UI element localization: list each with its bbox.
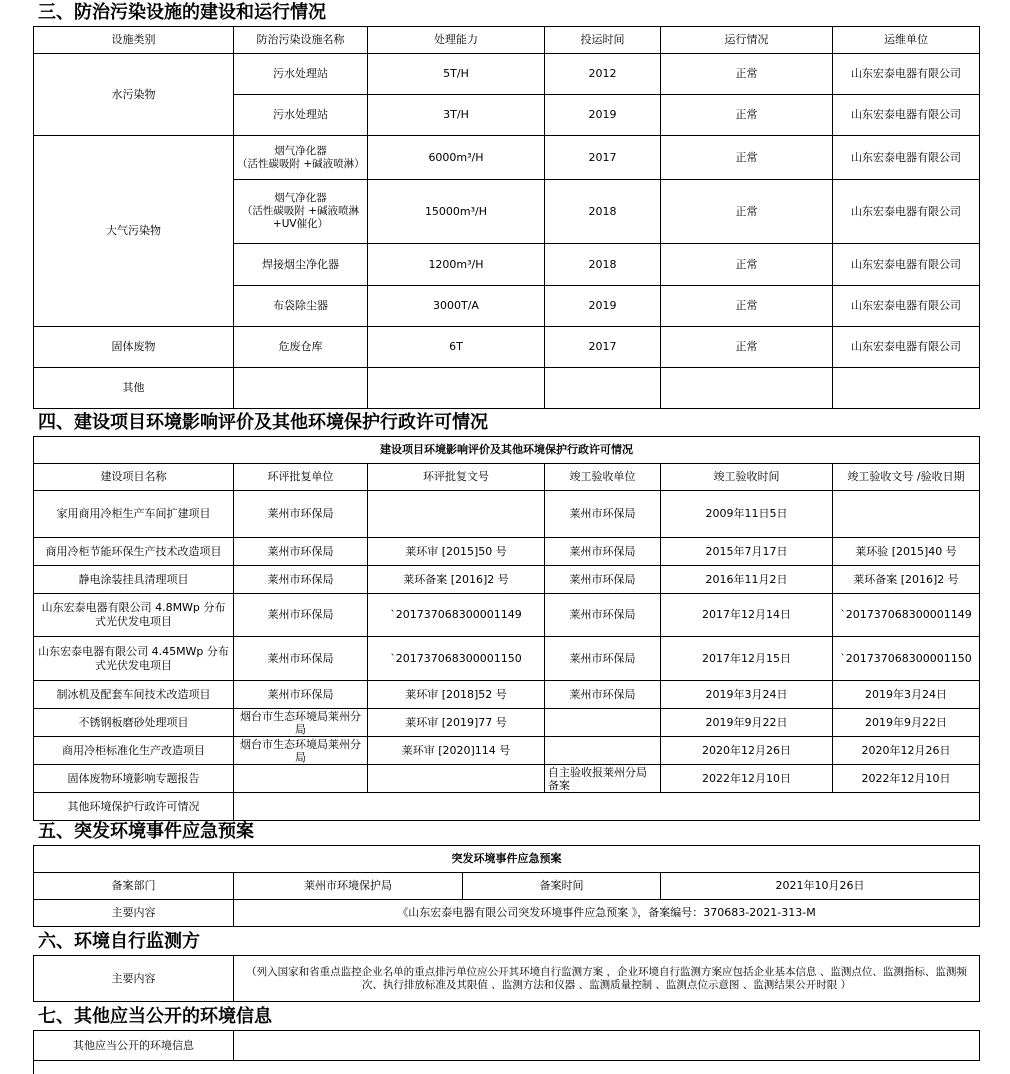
header-cell: 环评批复单位 [234,464,368,491]
acceptance-number: 莱环验 [2015]40 号 [833,538,980,566]
header-cell: 处理能力 [368,27,545,54]
capacity: 6T [368,327,545,368]
table-row [34,566,980,594]
acceptance-date: 2015年7月17日 [661,538,833,566]
facility-name: 烟气净化器 （活性碳吸附 +碱液喷淋+UV催化） [234,180,368,244]
table-caption: 突发环境事件应急预案 [34,846,980,873]
filing-dept-label: 备案部门 [34,873,234,900]
acceptance-date: 2022年12月10日 [661,765,833,793]
table-header-row [34,464,980,491]
project-name: 山东宏泰电器有限公司 4.8MWp 分布式光伏发电项目 [34,594,234,637]
start-year: 2017 [545,136,661,180]
acceptance-number: 2020年12月26日 [833,737,980,765]
page-rule [33,1060,34,1074]
status: 正常 [661,54,833,95]
acceptance-number [833,491,980,538]
header-cell: 竣工验收文号 /验收日期 [833,464,980,491]
category-cell: 大气污染物 [34,136,234,327]
approval-unit: 烟台市生态环境局莱州分局 [234,709,368,737]
table-row [34,538,980,566]
start-year: 2017 [545,327,661,368]
table-row [34,765,980,793]
acceptance-number: 2019年3月24日 [833,681,980,709]
section-6-title: 六、环境自行监测方 [38,931,200,952]
acceptance-unit: 莱州市环保局 [545,566,661,594]
start-year: 2018 [545,180,661,244]
facility-name: 焊接烟尘净化器 [234,244,368,286]
status: 正常 [661,286,833,327]
other-permit-value [234,793,980,821]
header-cell: 环评批复文号 [368,464,545,491]
table-row [34,709,980,737]
filing-dept: 莱州市环境保护局 [234,873,463,900]
acceptance-unit [545,737,661,765]
operator-unit: 山东宏泰电器有限公司 [833,54,980,95]
facility-name [234,368,368,409]
project-name: 制冰机及配套车间技术改造项目 [34,681,234,709]
approval-unit: 莱州市环保局 [234,594,368,637]
acceptance-date: 2019年9月22日 [661,709,833,737]
approval-number: 莱环审 [2018]52 号 [368,681,545,709]
status: 正常 [661,244,833,286]
table-row [34,737,980,765]
acceptance-number: `201737068300001149 [833,594,980,637]
acceptance-date: 2016年11月2日 [661,566,833,594]
acceptance-number: 莱环备案 [2016]2 号 [833,566,980,594]
approval-unit: 莱州市环保局 [234,637,368,681]
other-info-label: 其他应当公开的环境信息 [34,1031,234,1061]
capacity: 15000m³/H [368,180,545,244]
approval-unit: 烟台市生态环境局莱州分局 [234,737,368,765]
header-cell: 防治污染设施名称 [234,27,368,54]
approval-number: `201737068300001149 [368,594,545,637]
table-header-row [34,27,980,54]
start-year: 2019 [545,95,661,136]
acceptance-unit: 自主验收报莱州分局备案 [545,765,661,793]
table-row [34,681,980,709]
operator-unit: 山东宏泰电器有限公司 [833,327,980,368]
other-info-value [234,1031,980,1061]
acceptance-unit: 莱州市环保局 [545,681,661,709]
table-row [34,793,980,821]
filing-time-label: 备案时间 [463,873,661,900]
content-label: 主要内容 [34,900,234,927]
table-row [34,54,980,95]
header-cell: 竣工验收时间 [661,464,833,491]
start-year: 2018 [545,244,661,286]
operator-unit: 山东宏泰电器有限公司 [833,244,980,286]
content-label: 主要内容 [34,956,234,1002]
capacity [368,368,545,409]
table-row [34,594,980,637]
emergency-table [33,845,980,927]
start-year: 2012 [545,54,661,95]
approval-unit: 莱州市环保局 [234,491,368,538]
acceptance-unit [545,709,661,737]
status: 正常 [661,136,833,180]
project-name: 静电涂装挂具清理项目 [34,566,234,594]
operator-unit: 山东宏泰电器有限公司 [833,95,980,136]
approval-unit: 莱州市环保局 [234,538,368,566]
header-cell: 设施类别 [34,27,234,54]
acceptance-unit: 莱州市环保局 [545,594,661,637]
table-caption: 建设项目环境影响评价及其他环境保护行政许可情况 [34,437,980,464]
facilities-table [33,26,980,409]
status: 正常 [661,180,833,244]
project-name: 家用商用冷柜生产车间扩建项目 [34,491,234,538]
approval-number [368,491,545,538]
header-cell: 建设项目名称 [34,464,234,491]
approval-unit: 莱州市环保局 [234,681,368,709]
table-caption-row [34,846,980,873]
capacity: 6000m³/H [368,136,545,180]
facility-name: 污水处理站 [234,95,368,136]
start-year [545,368,661,409]
monitoring-description: （列入国家和省重点监控企业名单的重点排污单位应公开其环境自行监测方案 ，企业环境自行监测方案应包括企业基本信息 、监测点位、监测指标、监测频次、执行排放标准及其限值 、监测方法和仪器 、监测质量控制 、监测点位示意图 、监测结果公开时限 ） [234,956,980,1002]
category-cell: 其他 [34,368,234,409]
category-cell: 固体废物 [34,327,234,368]
capacity: 5T/H [368,54,545,95]
capacity: 3T/H [368,95,545,136]
table-row [34,637,980,681]
acceptance-date: 2017年12月14日 [661,594,833,637]
approval-number: 莱环审 [2015]50 号 [368,538,545,566]
acceptance-unit: 莱州市环保局 [545,491,661,538]
acceptance-date: 2017年12月15日 [661,637,833,681]
project-name: 山东宏泰电器有限公司 4.45MWp 分布式光伏发电项目 [34,637,234,681]
section-3-title: 三、防治污染设施的建设和运行情况 [38,2,326,23]
filing-time: 2021年10月26日 [661,873,980,900]
facility-name: 烟气净化器 （活性碳吸附 +碱液喷淋） [234,136,368,180]
project-name: 固体废物环境影响专题报告 [34,765,234,793]
capacity: 3000T/A [368,286,545,327]
approval-number [368,765,545,793]
other-info-table [33,1030,980,1061]
category-cell: 水污染物 [34,54,234,136]
operator-unit [833,368,980,409]
facility-name: 污水处理站 [234,54,368,95]
acceptance-number: 2019年9月22日 [833,709,980,737]
approval-number: 莱环备案 [2016]2 号 [368,566,545,594]
operator-unit: 山东宏泰电器有限公司 [833,286,980,327]
operator-unit: 山东宏泰电器有限公司 [833,180,980,244]
table-row [34,368,980,409]
status: 正常 [661,327,833,368]
plan-content: 《山东宏泰电器有限公司突发环境事件应急预案 》，备案编号：370683-2021-313-M [234,900,980,927]
approval-number: 莱环审 [2019]77 号 [368,709,545,737]
section-7-title: 七、其他应当公开的环境信息 [38,1006,272,1027]
table-row [34,136,980,180]
header-cell: 运维单位 [833,27,980,54]
acceptance-date: 2020年12月26日 [661,737,833,765]
header-cell: 运行情况 [661,27,833,54]
operator-unit: 山东宏泰电器有限公司 [833,136,980,180]
approval-number: `201737068300001150 [368,637,545,681]
start-year: 2019 [545,286,661,327]
project-name: 商用冷柜节能环保生产技术改造项目 [34,538,234,566]
table-row [34,873,980,900]
facility-name: 布袋除尘器 [234,286,368,327]
approval-number: 莱环审 [2020]114 号 [368,737,545,765]
status: 正常 [661,95,833,136]
section-5-title: 五、突发环境事件应急预案 [38,821,254,842]
table-row [34,327,980,368]
table-row [34,1031,980,1061]
table-row [34,900,980,927]
approval-unit [234,765,368,793]
table-caption-row [34,437,980,464]
acceptance-unit: 莱州市环保局 [545,637,661,681]
header-cell: 竣工验收单位 [545,464,661,491]
acceptance-unit: 莱州市环保局 [545,538,661,566]
status [661,368,833,409]
project-name: 商用冷柜标准化生产改造项目 [34,737,234,765]
header-cell: 投运时间 [545,27,661,54]
acceptance-number: 2022年12月10日 [833,765,980,793]
monitoring-table [33,955,980,1002]
other-permit-label: 其他环境保护行政许可情况 [34,793,234,821]
capacity: 1200m³/H [368,244,545,286]
table-row [34,956,980,1002]
acceptance-date: 2019年3月24日 [661,681,833,709]
acceptance-date: 2009年11日5日 [661,491,833,538]
table-row [34,491,980,538]
eia-table [33,436,980,821]
acceptance-number: `201737068300001150 [833,637,980,681]
facility-name: 危废仓库 [234,327,368,368]
section-4-title: 四、建设项目环境影响评价及其他环境保护行政许可情况 [38,412,488,433]
project-name: 不锈钢板磨砂处理项目 [34,709,234,737]
approval-unit: 莱州市环保局 [234,566,368,594]
